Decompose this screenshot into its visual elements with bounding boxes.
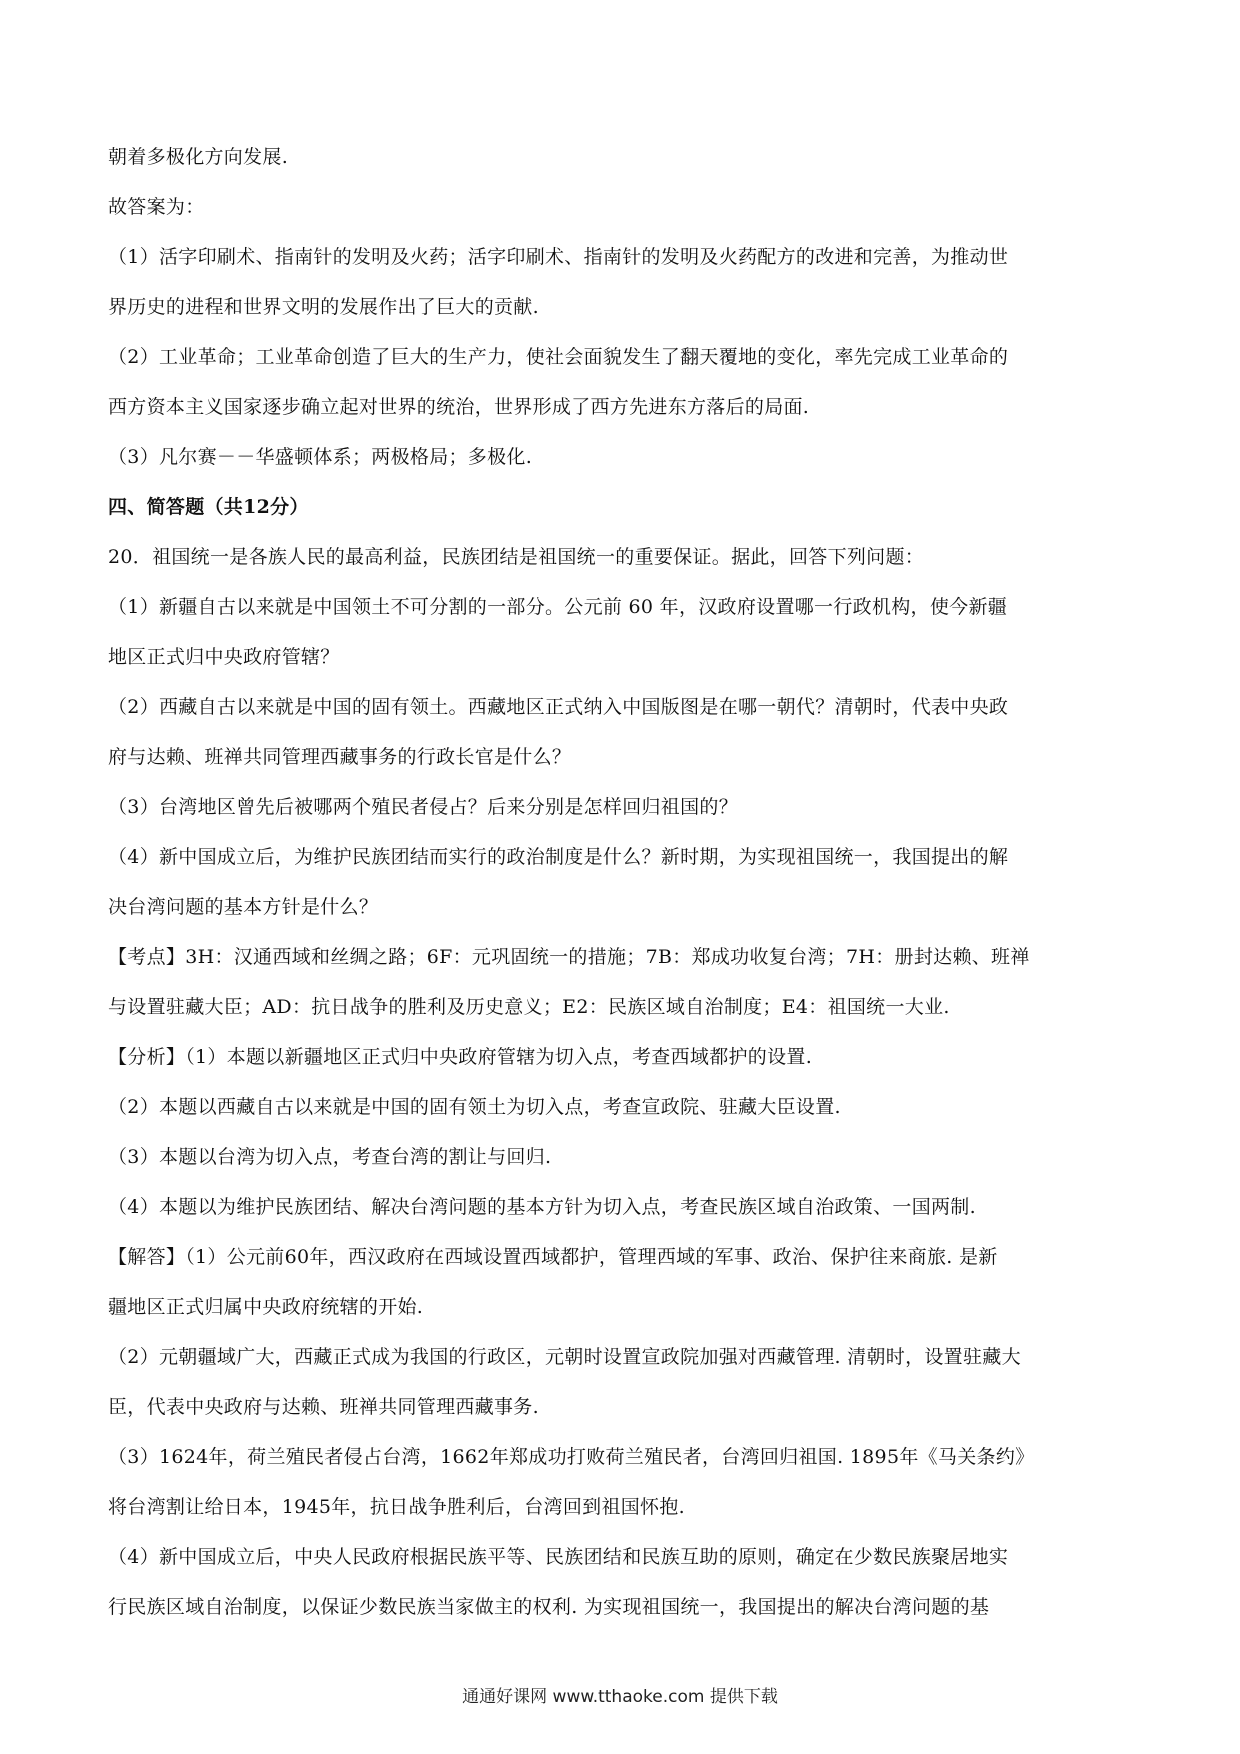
text-line: （3）台湾地区曾先后被哪两个殖民者侵占？后来分别是怎样回归祖国的？ (108, 796, 738, 818)
text-line: （4）新中国成立后，中央人民政府根据民族平等、民族团结和民族互助的原则，确定在少数民族聚居地实 (108, 1546, 1009, 1568)
text-line: （1）新疆自古以来就是中国领土不可分割的一部分。公元前 60 年，汉政府设置哪一行政机构，使今新疆 (108, 596, 1008, 618)
kaodian-line: 【考点】3H：汉通西域和丝绸之路；6F：元巩固统一的措施；7B：郑成功收复台湾；7H：册封达赖、班禅 (108, 946, 1030, 968)
text-line: （2）西藏自古以来就是中国的固有领土。西藏地区正式纳入中国版图是在哪一朝代？清朝时，代表中央政 (108, 696, 1009, 718)
text-line: 疆地区正式归属中央政府统辖的开始. (108, 1296, 424, 1318)
text-line: 朝着多极化方向发展. (108, 146, 289, 168)
text-line: 将台湾割让给日本，1945年，抗日战争胜利后，台湾回到祖国怀抱. (108, 1496, 685, 1518)
fenxi-line: 【分析】（1）本题以新疆地区正式归中央政府管辖为切入点，考查西域都护的设置. (108, 1046, 813, 1068)
text-line: 地区正式归中央政府管辖？ (108, 646, 340, 668)
text-line: 与设置驻藏大臣；AD：抗日战争的胜利及历史意义；E2：民族区域自治制度；E4：祖国统一大业. (108, 996, 950, 1018)
page-footer: 通通好课网 www.tthaoke.com 提供下载 (462, 1687, 778, 1707)
document-page (108, 132, 1140, 1632)
text-line: （3）1624年，荷兰殖民者侵占台湾，1662年郑成功打败荷兰殖民者，台湾回归祖国. 1895年《马关条约》 (108, 1446, 1035, 1468)
text-line: 西方资本主义国家逐步确立起对世界的统治，世界形成了西方先进东方落后的局面. (108, 396, 810, 418)
text-line: （4）新中国成立后，为维护民族团结而实行的政治制度是什么？新时期，为实现祖国统一，我国提出的解 (108, 846, 1009, 868)
jieda-line: 【解答】（1）公元前60年，西汉政府在西域设置西域都护，管理西域的军事、政治、保护往来商旅. 是新 (108, 1246, 998, 1268)
question-stem: 20．祖国统一是各族人民的最高利益，民族团结是祖国统一的重要保证。据此，回答下列问题： (108, 546, 925, 568)
text-line: （1）活字印刷术、指南针的发明及火药；活字印刷术、指南针的发明及火药配方的改进和完善，为推动世 (108, 246, 1009, 268)
text-line: 行民族区域自治制度，以保证少数民族当家做主的权利. 为实现祖国统一，我国提出的解决台湾问题的基 (108, 1596, 990, 1618)
text-line: （3）凡尔赛－－华盛顿体系；两极格局；多极化. (108, 446, 533, 468)
text-line: （4）本题以为维护民族团结、解决台湾问题的基本方针为切入点，考查民族区域自治政策、一国两制. (108, 1196, 976, 1218)
text-line: 界历史的进程和世界文明的发展作出了巨大的贡献. (108, 296, 539, 318)
text-line: 决台湾问题的基本方针是什么？ (108, 896, 379, 918)
text-line: 故答案为： (108, 196, 205, 218)
text-line: （2）工业革命；工业革命创造了巨大的生产力，使社会面貌发生了翻天覆地的变化，率先完成工业革命的 (108, 346, 1009, 368)
text-line: （3）本题以台湾为切入点，考查台湾的割让与回归. (108, 1146, 552, 1168)
text-line: （2）本题以西藏自古以来就是中国的固有领土为切入点，考查宣政院、驻藏大臣设置. (108, 1096, 841, 1118)
section-heading: 四、简答题（共12分） (108, 496, 309, 518)
text-line: 臣，代表中央政府与达赖、班禅共同管理西藏事务. (108, 1396, 539, 1418)
text-line: 府与达赖、班禅共同管理西藏事务的行政长官是什么？ (108, 746, 572, 768)
text-line: （2）元朝疆域广大，西藏正式成为我国的行政区，元朝时设置宣政院加强对西藏管理. 清朝时，设置驻藏大 (108, 1346, 1021, 1368)
